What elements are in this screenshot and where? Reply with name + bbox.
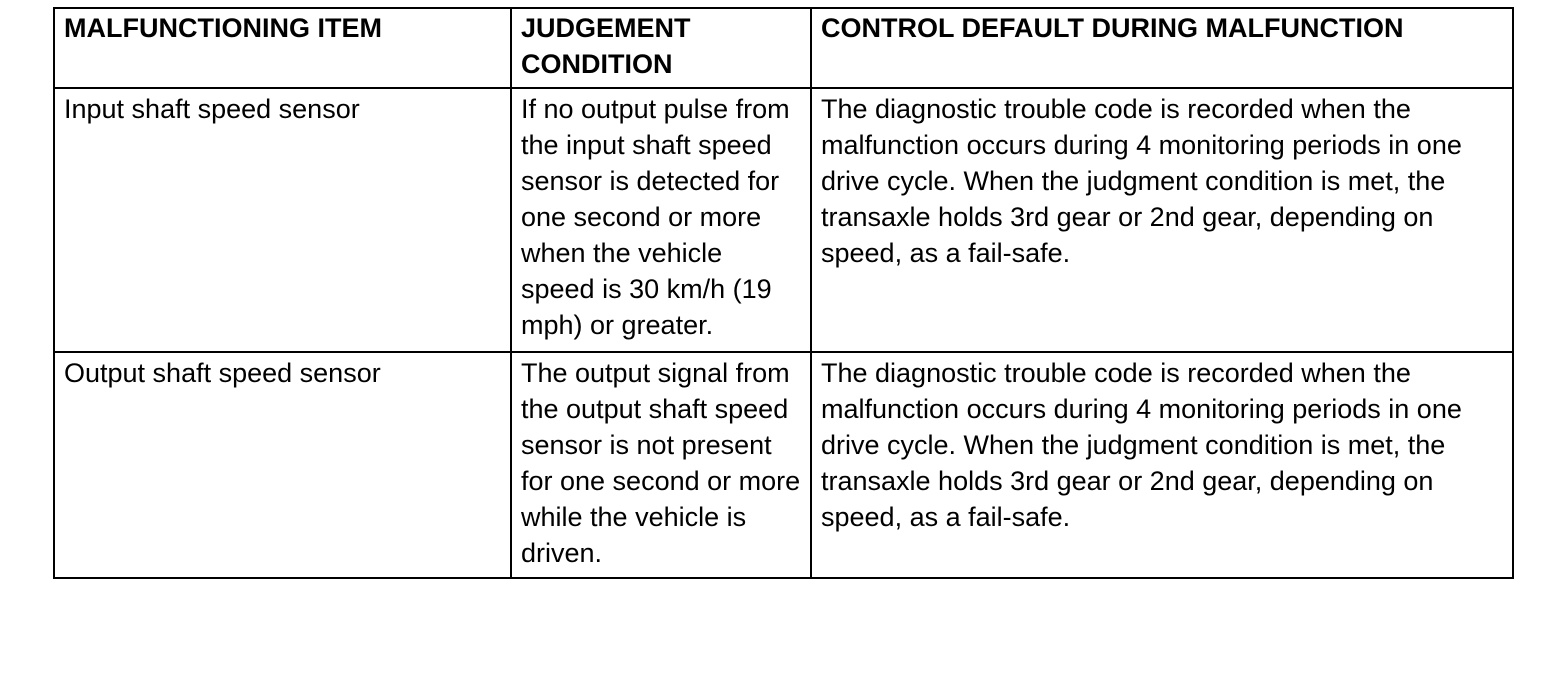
cell-condition: If no output pulse from the input shaft speed sensor is detected for one second or more when the vehicle speed is 30 km/h (19 mph) or greater. (511, 88, 811, 352)
malfunction-table (53, 7, 1514, 579)
table-row (54, 88, 1513, 352)
table-header (54, 8, 1513, 88)
table-row (54, 352, 1513, 578)
table-body (54, 88, 1513, 578)
cell-item: Input shaft speed sensor (54, 88, 511, 352)
header-row (54, 8, 1513, 88)
cell-control-default: The diagnostic trouble code is recorded when the malfunction occurs during 4 monitoring periods in one drive cycle. When the judgment condition is met, the transaxle holds 3rd gear or 2nd gear, depending on speed, as a fail-safe. (811, 352, 1513, 578)
header-malfunctioning-item: MALFUNCTIONING ITEM (54, 8, 511, 88)
header-control-default: CONTROL DEFAULT DURING MALFUNCTION (811, 8, 1513, 88)
cell-item: Output shaft speed sensor (54, 352, 511, 578)
cell-control-default: The diagnostic trouble code is recorded when the malfunction occurs during 4 monitoring periods in one drive cycle. When the judgment condition is met, the transaxle holds 3rd gear or 2nd gear, depending on speed, as a fail-safe. (811, 88, 1513, 352)
cell-condition: The output signal from the output shaft speed sensor is not present for one second or more while the vehicle is driven. (511, 352, 811, 578)
header-judgement-condition: JUDGEMENT CONDITION (511, 8, 811, 88)
